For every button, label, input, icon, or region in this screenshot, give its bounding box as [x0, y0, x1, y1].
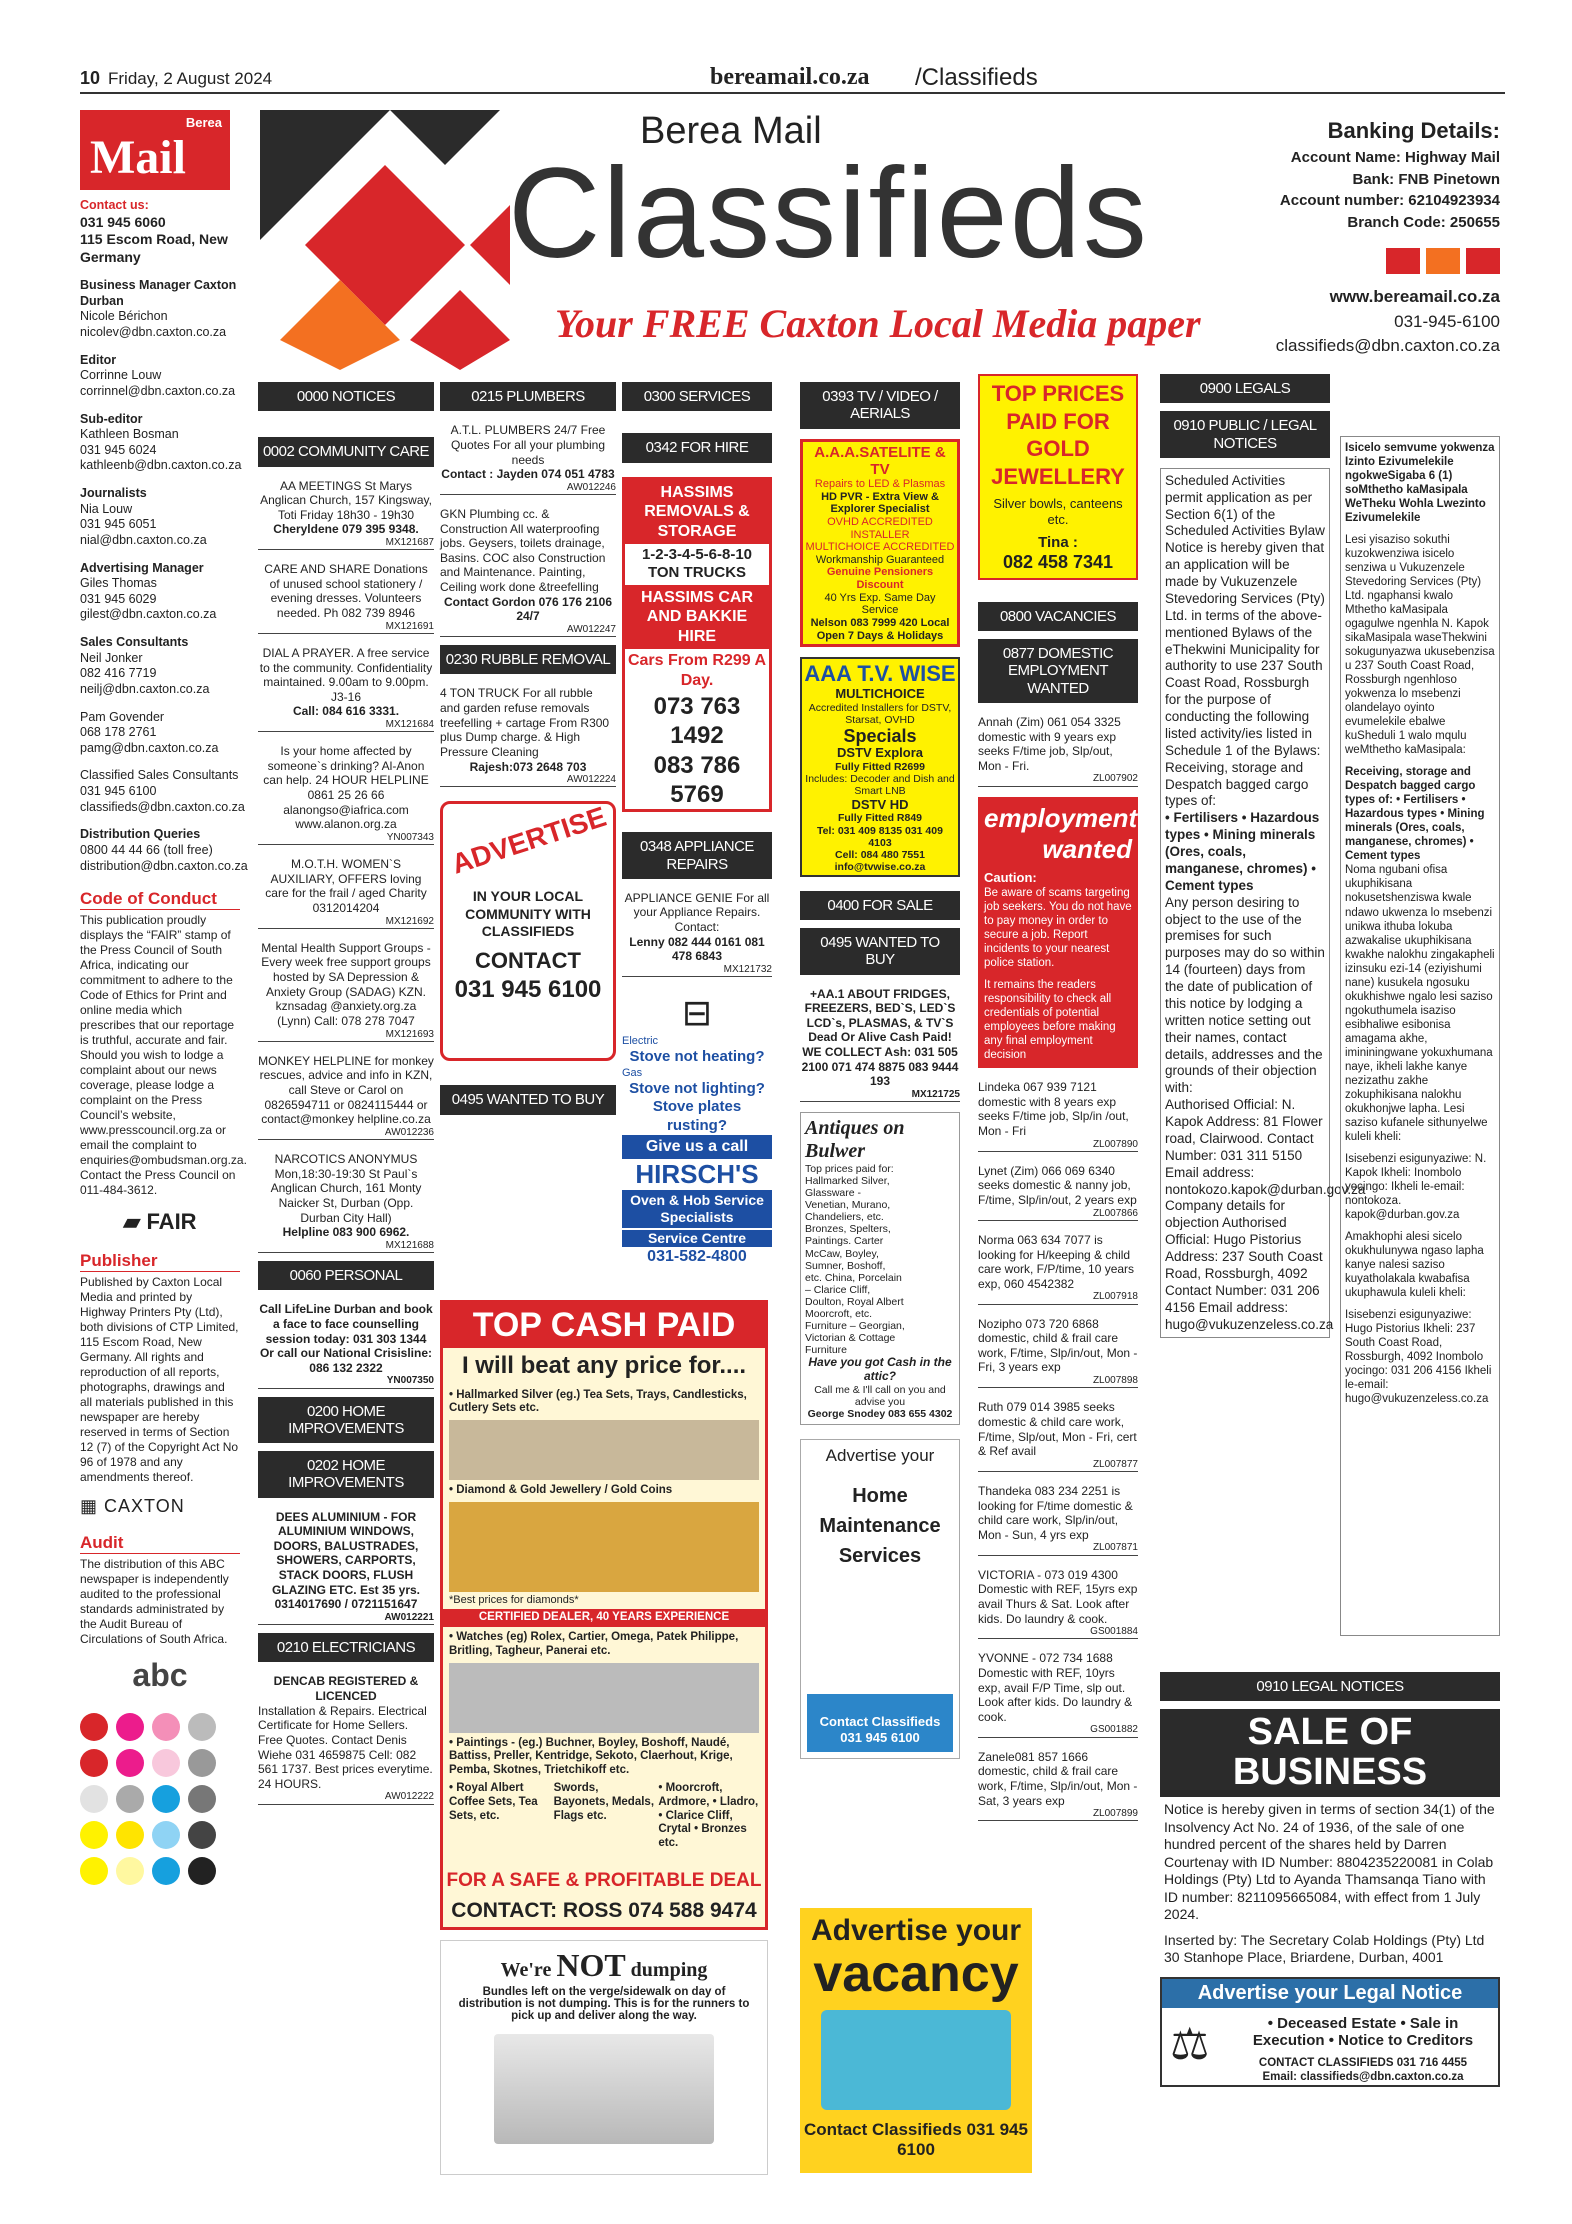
- classified-ad: DIAL A PRAYER. A free service to the community. Confidentiality maintained. 9.00am to 9.00pm. J3-16 Call: 084 616 3331. MX121684: [258, 646, 434, 732]
- classified-ad: DENCAB REGISTERED & LICENCED Installation & Repairs. Electrical Certificate for Home Sellers. Free Quotes. Contact Denis Wiehe 031 4659875 Cell: 082 561 1737. Best prices everytime. 24 HOURS. AW012222: [258, 1674, 434, 1804]
- silver-photo: [449, 1420, 759, 1480]
- classified-ad: Is your home affected by someone`s drinking? Al-Anon can help. 24 HOUR HELPLINE 0861 25 26 66 alanongso@iafrica.com www.alanon.org.za YN007343: [258, 744, 434, 845]
- classified-ad: Zanele081 857 1666 domestic, child & frail care work, F/time, Slp/in/out, Mon - Sat, 3 years exp ZL007899: [978, 1750, 1138, 1822]
- staff-email[interactable]: kathleenb@dbn.caxton.co.za: [80, 458, 242, 473]
- heading-home-improvements-2: 0202 HOME IMPROVEMENTS: [258, 1451, 434, 1498]
- banking-details: [1240, 115, 1500, 274]
- watches-photo: [449, 1663, 759, 1733]
- code-of-conduct-text: This publication proudly displays the “FAIR” stamp of the Press Council of South Africa, indicating our commitment to adhere to the Code of Ethics for Print and online media which prescribes that our reportage is truthful, accurate and fair. Should you wish to lodge a complaint about our news coverage, please lodge a complaint on the Press Council’s website, www.presscouncil.org.za or email the complaint to enquiries@ombudsman.org.za. Contact the Press Council on 011-484-3612.: [80, 913, 247, 1198]
- heading-legal-notices: 0910 LEGAL NOTICES: [1160, 1672, 1500, 1701]
- staff-email[interactable]: nial@dbn.caxton.co.za: [80, 532, 207, 547]
- free-tagline: Your FREE Caxton Local Media paper: [555, 301, 1201, 346]
- heading-wanted-to-buy-2: 0495 WANTED TO BUY: [800, 928, 960, 975]
- contact-heading: Contact us:: [80, 198, 149, 212]
- page-header-bar: [80, 62, 1505, 94]
- heading-for-sale: 0400 FOR SALE: [800, 891, 960, 920]
- classifieds-title: Classifieds: [508, 142, 1149, 285]
- abc-logo: abc: [132, 1656, 188, 1693]
- heading-vacancies: 0800 VACANCIES: [978, 602, 1138, 631]
- sale-of-business-title: SALE OF BUSINESS: [1160, 1709, 1500, 1797]
- gold-jewellery-ad: TOP PRICES PAID FOR GOLD JEWELLERY Silver bowls, canteens etc. Tina : 082 458 7341: [978, 374, 1138, 580]
- classified-ad: Mental Health Support Groups - Every week free support groups hosted by SA Depression & Anxiety Group (SADAG) KZN. kznsadag @anxiety.org.za (Lynn) Call: 078 278 7047 MX121693: [258, 941, 434, 1042]
- berea-mail-logo: Berea Mail: [80, 110, 230, 190]
- column-vacancies: [978, 374, 1138, 1825]
- advertise-phone: 031 945 6100: [454, 975, 602, 1003]
- email-link[interactable]: classifieds@dbn.caxton.co.za: [1275, 336, 1500, 356]
- aaa-tv-wise-ad: AAA T.V. WISE MULTICHOICE Accredited Installers for DSTV, Starsat, OVHD Specials DSTV Explora Fully Fitted R2699 Includes: Decoder and Dish and Smart LNB DSTV HD Fully Fitted R849 Tel: 031 409 8135 031 409 4103 Cell: 084 480 7551 info@tvwise.co.za: [800, 657, 960, 876]
- staff-email[interactable]: distribution@dbn.caxton.co.za: [80, 858, 248, 873]
- staff-role: Business Manager Caxton Durban: [80, 278, 237, 308]
- heading-tv-video-aerials: 0393 TV / VIDEO / AERIALS: [800, 382, 960, 429]
- publisher-heading: Publisher: [80, 1250, 240, 1272]
- classified-ad: 4 TON TRUCK For all rubble and garden refuse removals treefelling + cartage From R300 plus Dump charge. & High Pressure Cleaning Rajesh:073 2648 703 AW012224: [440, 686, 616, 787]
- site-url[interactable]: bereamail.co.za: [710, 64, 870, 90]
- page-number: 10: [80, 68, 101, 88]
- classified-ad: GKN Plumbing cc. & Construction All waterproofing jobs. Geysers, toilets drainage, Basins. COC also Construction and Maintenance. Painting, Ceiling work done &treefelling Contact Gordon 076 176 2106 24/7 AW012247: [440, 507, 616, 637]
- issue-date: Friday, 2 August 2024: [108, 69, 273, 88]
- audit-heading: Audit: [80, 1532, 240, 1554]
- sidebar: Berea Mail Contact us: 031 945 6060 115 Escom Road, New Germany Business Manager Caxton Durban Nicole Bérichon nicolev@dbn.caxton.co.za Editor Corrinne Louw corrinnel@dbn.caxton.co.za Sub-editor Kathleen Bosman 031 945 6024 kathleenb@dbn.caxton.co.za Journalists Nia Louw 031 945 6051 nial@dbn.caxton.co.za Advertising Manager Giles Thomas 031 945 6029 gilest@dbn.caxton.co.za Sales Consultants Neil Jonker 082 416 7719 neilj@dbn.caxton.co.za Pam Govender 068 178 2761 pamg@dbn.caxton.co.za Classified Sales Consultants 031 945 6100 classifieds@dbn.caxton.co.za Distribution Queries 0800 44 44 66 (toll free) distribution@dbn.caxton.co.za Code of Conduct This publication proudly displays the “FAIR” stamp of the Press Council of South Africa, indicating our commitment to adhere to the Code of Ethics for Print and online media which prescribes that our reportage is truthful, accurate and fair. Should you wish to lodge a complaint about our news coverage, please lodge a complaint on the Press Council’s website, www.presscouncil.org.za or email the complaint to enquiries@ombudsman.org.za. Contact the Press Council on 011-484-3612. ▰ FAIR Publisher Published by Caxton Local Media and printed by Highway Printers Pty (Ltd), both divisions of CTP Limited, 115 Escom Road, New Germany. All rights and reproduction of all reports, photographs, drawings and all materials published in this newspaper are hereby reserved in terms of Section 12 (7) of the Copyright Act No 96 of 1978 and any amendments thereof. ▦ CAXTON Audit The distribution of this ABC newspaper is independently audited to the professional standards administrated by the Audit Bureau of Circulations of South Africa. abc: [80, 110, 240, 1885]
- phone-number: 031-945-6100: [1394, 311, 1500, 331]
- staff-email[interactable]: neilj@dbn.caxton.co.za: [80, 681, 210, 696]
- audit-text: The distribution of this ABC newspaper is independently audited to the professional standards administrated by the Audit Bureau of Circulations of South Africa.: [80, 1556, 229, 1646]
- classified-ad: APPLIANCE GENIE For all your Appliance Repairs. Contact: Lenny 082 444 0161 081 478 6843 MX121732: [622, 891, 772, 977]
- classifieds-contact: [1230, 285, 1500, 359]
- hirschs-ad: ⊟ Electric Stove not heating? Gas Stove not lighting? Stove plates rusting? Give us a call HIRSCH'S Oven & Hob Service Specialists Service Centre 031-582-4800: [622, 991, 772, 1267]
- hassims-phone-2: 083 786 5769: [653, 751, 741, 809]
- scheduled-activities-notice: Scheduled Activities permit application as per Section 6(1) of the Scheduled Activities Bylaw Notice is hereby given that an application will be made by Vukuzenzele Stevedoring Services (Pty) Ltd. in terms of the above-mentioned Bylaws of the eThekwini Municipality for authority to use 237 South Coast Road, Rossburgh for the purpose of conducting the following listed activity/ies listed in Schedule 1 of the Bylaws: Receiving, storage and Despatch bagged cargo types of: • Fertilisers • Hazardous types • Mining minerals (Ores, coals, manganese, chromes) • Cement types Any person desiring to object to the use of the premises for such purposes may do so within 14 (fourteen) days from the date of publication of this notice by lodging a written notice setting out their names, contact details, addresses and the grounds of their objection with: Authorised Official: N. Kapok Address: 81 Flower road, Clairwood. Contact Number: 031 311 5150 Email address: nontokozo.kapok@durban.gov.za Company details for objection Authorised Official: Hugo Pistorius Address: 237 South Coast Road, Rossburgh, 4092 Contact Number: 031 206 4156 Email address: hugo@vukuzenzeless.co.za: [1160, 468, 1330, 1339]
- caxton-logo: ▦ CAXTON: [80, 1496, 185, 1517]
- oven-icon: ⊟: [681, 992, 713, 1034]
- home-maintenance-ad: Advertise your Home Maintenance Services Contact Classifieds 031 945 6100: [800, 1439, 960, 1759]
- heading-personal: 0060 PERSONAL: [258, 1261, 434, 1290]
- contact-address: 115 Escom Road, New Germany: [80, 231, 228, 265]
- heading-plumbers: 0215 PLUMBERS: [440, 382, 616, 411]
- publisher-text: Published by Caxton Local Media and printed by Highway Printers Pty (Ltd), both divisions of CTP Limited, 115 Escom Road, New Germany. All rights and reproduction of all reports, photographs, drawings and all materials published in this newspaper are hereby reserved in terms of Section 12 (7) of the Copyright Act No 96 of 1978 and any amendments thereof.: [80, 1275, 239, 1485]
- advertise-legal-notice-ad: Advertise your Legal Notice ⚖ • Deceased Estate • Sale in Execution • Notice to Creditors CONTACT CLASSIFIEDS 031 716 4455 Email: classifieds@dbn.caxton.co.za: [1160, 1977, 1500, 2087]
- column-plumbers: [440, 382, 616, 1115]
- paper-title: Berea Mail: [640, 110, 822, 152]
- classified-ad: DEES ALUMINIUM - FOR ALUMINIUM WINDOWS, DOORS, BALUSTRADES, SHOWERS, CARPORTS, STACK DOORS, FLUSH GLAZING ETC. Est 35 yrs. 0314017690 / 0721151647 AW012221: [258, 1510, 434, 1626]
- hassims-phone-1: 073 763 1492: [653, 693, 741, 750]
- heading-legals: 0900 LEGALS: [1160, 374, 1330, 403]
- classified-ad: NARCOTICS ANONYMUS Mon,18:30-19:30 St Paul`s Anglican Church, 161 Monty Naicker St, Durban (Opp. Durban City Hall) Helpline 083 900 6962. MX121688: [258, 1152, 434, 1253]
- top-cash-paid-ad: TOP CASH PAID I will beat any price for.... • Hallmarked Silver (eg.) Tea Sets, Trays, Candlesticks, Cutlery Sets etc. • Diamond & Gold Jewellery / Gold Coins *Best prices for diamonds* CERTIFIED DEALER, 40 YEARS EXPERIENCE • Watches (eg) Rolex, Cartier, Omega, Patek Philippe, Britling, Tagheur, Panerai etc. • Paintings - (eg.) Buchner, Boyley, Boshoff, Naudé, Battiss, Preller, Kentridge, Sekoto, Claerhout, Krige, Pemba, Skotnes, Trietchikoff etc. • Royal Albert Coffee Sets, Tea Sets, etc. Swords, Bayonets, Medals, Flags etc. • Moorcroft, Ardmore, • Lladro, • Clarice Cliff, Crytal • Bronzes etc. FOR A SAFE & PROFITABLE DEAL CONTACT: ROSS 074 588 9474: [440, 1300, 768, 1930]
- website-link[interactable]: www.bereamail.co.za: [1329, 287, 1500, 306]
- advertise-vacancy-ad: Advertise your vacancy Contact Classifieds 031 945 6100: [800, 1908, 1032, 2173]
- classifieds-logo-graphic: [260, 110, 510, 370]
- classified-ad: YVONNE - 072 734 1688 Domestic with REF, 10yrs exp, avail F/P Time, slp out. Look after kids. Do laundry & cook. GS001882: [978, 1651, 1138, 1737]
- chairs-illustration: [821, 2010, 1011, 2110]
- classified-ad: Lindeka 067 939 7121 domestic with 8 years exp seeks F/time job, Slp/in /out, Mon - Fri ZL007890: [978, 1080, 1138, 1152]
- hirschs-phone: 031-582-4800: [647, 1248, 747, 1266]
- classified-ad: AA MEETINGS St Marys Anglican Church, 157 Kingsway, Toti Friday 18h30 - 19h30 Cheryldene 079 395 9348. MX121687: [258, 479, 434, 551]
- classified-ad: Norma 063 634 7077 is looking for H/keeping & child care work, F/P/time, 10 years exp, 060 4542382 ZL007918: [978, 1233, 1138, 1305]
- heading-appliance-repairs: 0348 APPLIANCE REPAIRS: [622, 832, 772, 879]
- classified-ad: Lynet (Zim) 066 069 6340 seeks domestic & nanny job, F/time, Slp/in/out, 2 years exp ZL007866: [978, 1164, 1138, 1221]
- zulu-notice: Isicelo semvume yokwenza Izinto Ezivumelekile ngokweSigaba 6 (1) soMthetho kaMasipala WeTheku Wohla Lwezinto Ezivumelekile Lesi yisaziso sokuthi kuzokwenziwa isicelo senziwa u Vukuzenzele Stevedoring Services (Pty) Ltd. ngaphansi kwalo Mthetho kaMasipala ogagulwe ngenhla N. Kapok sikaMasipala waseThekwini sokugunyazwa ukusebenzisa u 237 South Coast Road, Rossburgh ngenhloso yokwenza lo msebenzi olandelayo oyinto evumelekile ebalwe kuSheduli 1 walo mqulu weMthetho kaMasipala: Receiving, storage and Despatch bagged cargo types of: • Fertilisers • Hazardous types • Mining minerals (Ores, coals, manganese, chromes) • Cement types Noma ngubani ofisa ukuphikisana nokusetshenziswa kwale ndawo ukwenza lo msebenzi unikwa ithuba lokuba azwakalise ukuphikisana kwakhe nalokhu zingakapheli izinsuku ezi-14 (eziyishumi nane) kusukela ngosuku okukhishwe ngalo lesi saziso ngokuthumela isaziso esibhaliwe esibonisa amagama akhe, imininingwane yokuxhumana naye, ikheli lakhe kanye nezizathu zakhe zokuphikisana nalokhu okukhonjwe lapha. Lesi saziso kufanele sithunyelwe kuleli kheli: Isisebenzi esigunyaziwe: N. Kapok Ikheli: Inombolo yocingo: Ikheli le-email: nontokoza. kapok@durban.gov.za Amakhophi alesi sicelo okukhulunywa ngaso lapha kanye nalesi saziso kuyatholakala kwabafisa ukuphawula kuleli kheli: Isisebenzi esigunyaziwe: Hugo Pistorius Ikheli: 237 South Coast Road, Rossburgh, 4092 Inombolo yocingo: 031 206 4156 Ikheli le-email: hugo@vukuzenzeless.co.za: [1340, 436, 1500, 1636]
- code-of-conduct-heading: Code of Conduct: [80, 888, 240, 910]
- classified-ad: Annah (Zim) 061 054 3325 domestic with 9 years exp seeks F/time job, Slp/out, Mon - Fri. ZL007902: [978, 715, 1138, 787]
- classified-ad: A.T.L. PLUMBERS 24/7 Free Quotes For all your plumbing needs Contact : Jayden 074 051 4783 AW012246: [440, 423, 616, 495]
- heading-community-care: 0002 COMMUNITY CARE: [258, 437, 434, 466]
- column-services: [622, 382, 772, 1267]
- classified-ad: Nozipho 073 720 6868 domestic, child & frail care work, F/time, Slp/in/out, Mon - Fri, 3 years exp ZL007898: [978, 1317, 1138, 1389]
- advertise-stamp: ADVERTISE: [447, 800, 610, 880]
- classified-ad: Call LifeLine Durban and book a face to face counselling session today: 031 303 1344 Or call our National Crisisline: 086 132 2322 YN007350: [258, 1302, 434, 1388]
- gavel-icon: ⚖: [1170, 2019, 1210, 2069]
- bank-name: Bank: FNB Pinetown: [1352, 170, 1500, 188]
- legal-notices-wide: [1160, 1672, 1500, 2087]
- classified-ad: VICTORIA - 073 019 4300 Domestic with REF, 15yrs exp avail Thurs & Sat. Look after kids. Do laundry & cook. GS001884: [978, 1568, 1138, 1640]
- gold-jewellery-photo: [449, 1502, 759, 1592]
- classified-ad: M.O.T.H. WOMEN`S AUXILIARY, OFFERS loving care for the frail / aged Charity 0312014204 MX121692: [258, 857, 434, 929]
- aaa-satelite-ad: A.A.A.SATELITE & TV Repairs to LED & Plasmas HD PVR - Extra View & Explorer Specialist OVHD ACCREDITED INSTALLER MULTICHOICE ACCREDITED Workmanship Guaranteed Genuine Pensioners Discount 40 Yrs Exp. Same Day Service Nelson 083 7999 420 Local Open 7 Days & Holidays: [800, 439, 960, 648]
- brand-squares: [1240, 248, 1500, 274]
- section-name: /Classifieds: [915, 64, 1038, 91]
- column-legals: [1160, 374, 1366, 1338]
- staff-email[interactable]: gilest@dbn.caxton.co.za: [80, 607, 217, 622]
- staff-email[interactable]: corrinnel@dbn.caxton.co.za: [80, 383, 236, 398]
- classified-ad: Ruth 079 014 3985 seeks domestic & child care work, F/time, Slp/out, Mon - Fri, cert & Ref avail ZL007877: [978, 1400, 1138, 1472]
- account-name: Account Name: Highway Mail: [1290, 148, 1500, 166]
- heading-home-improvements: 0200 HOME IMPROVEMENTS: [258, 1397, 434, 1444]
- press-council-fair-logo: ▰ FAIR: [123, 1209, 197, 1235]
- staff-email[interactable]: classifieds@dbn.caxton.co.za: [80, 799, 245, 814]
- classified-ad: MONKEY HELPLINE for monkey rescues, advice and info in KZN, call Steve or Carol on 0826594711 or 0824115444 or contact@monkey helpline.co.za AW012236: [258, 1054, 434, 1140]
- sale-of-business-inserted-by: Inserted by: The Secretary Colab Holdings (Pty) Ltd 30 Stanhope Place, Briardene, Durban, 4001: [1164, 1931, 1485, 1966]
- classified-ad: Thandeka 083 234 2251 is looking for F/time domestic & child care work, Slp/in/out, Mon - Sun, 4 yrs exp ZL007871: [978, 1484, 1138, 1556]
- heading-notices: 0000 NOTICES: [258, 382, 434, 411]
- heading-for-hire: 0342 FOR HIRE: [622, 433, 772, 462]
- color-registration-swatches: [80, 1713, 240, 1885]
- branch-code: Branch Code: 250655: [1347, 214, 1500, 232]
- employment-wanted-caution: employment wanted Caution: Be aware of scams targeting job seekers. You do not have to pay money in order to secure a job. Report incidents to your nearest police station. It remains the readers responsibility to check all credentials of potential employees before making any final employment decision: [978, 797, 1138, 1068]
- heading-rubble-removal: 0230 RUBBLE REMOVAL: [440, 645, 616, 674]
- contact-phone: 031 945 6060: [80, 213, 166, 230]
- banking-title: Banking Details:: [1327, 118, 1500, 143]
- gold-contact-phone: 082 458 7341: [1002, 552, 1114, 573]
- heading-electricians: 0210 ELECTRICIANS: [258, 1633, 434, 1662]
- not-dumping-notice: We're NOT dumping Bundles left on the verge/sidewalk on day of distribution is not dumping. This is for the runners to pick up and deliver along the way.: [440, 1940, 768, 2175]
- classified-ad: +AA.1 ABOUT FRIDGES, FREEZERS, BED`S, LED`S LCD`s, PLASMAS, & TV`S Dead Or Alive Cash Paid! WE COLLECT Ash: 031 505 2100 071 474 8875 083 9444 193 MX121725: [800, 987, 960, 1103]
- antiques-ad: Antiques on Bulwer Top prices paid for: Hallmarked Silver, Glassware - Venetian, Murano, Chandeliers, etc. Bronzes, Spelters, Paintings. Carter McCaw, Boyley, Sumner, Boshoff, etc. China, Porcelain – Clarice Cliff, Doulton, Royal Albert Moorcroft, etc. Furniture – Georgian, Victorian & Cottage Furniture Have you got Cash in the attic? Call me & I'll call on you and advise you George Snodey 083 655 4302: [800, 1112, 960, 1425]
- heading-wanted-to-buy: 0495 WANTED TO BUY: [440, 1085, 616, 1114]
- column-tv-video: [800, 382, 960, 1759]
- classified-ad: CARE AND SHARE Donations of unused school stationery / evening dresses. Volunteers needed. Ph 082 739 8946 MX121691: [258, 562, 434, 634]
- sale-of-business-text: Notice is hereby given in terms of section 34(1) of the Insolvency Act No. 24 of 1936, of the sale of one hundred percent of the shares held by Darren Courtenay with ID Number: 8804235220081 in Colab Holdings (Pty) Ltd to Ayanda Thamsanqa Tiano with ID number: 8211095665084, with effect from 1 July 2024.: [1164, 1801, 1495, 1923]
- advertise-box: ADVERTISE IN YOUR LOCAL COMMUNITY WITH CLASSIFIEDS CONTACT 031 945 6100: [440, 801, 616, 1061]
- newspaper-bundle-photo: [494, 2034, 714, 2144]
- column-notices: [258, 382, 434, 1809]
- hassims-ad: HASSIMS REMOVALS & STORAGE 1-2-3-4-5-6-8-10 TON TRUCKS HASSIMS CAR AND BAKKIE HIRE Cars From R299 A Day. 073 763 1492 083 786 5769: [622, 477, 772, 813]
- heading-domestic-employment: 0877 DOMESTIC EMPLOYMENT WANTED: [978, 639, 1138, 703]
- heading-services: 0300 SERVICES: [622, 382, 772, 411]
- heading-public-legal-notices: 0910 PUBLIC / LEGAL NOTICES: [1160, 411, 1330, 458]
- account-number: Account number: 62104923934: [1279, 192, 1500, 210]
- staff-email[interactable]: nicolev@dbn.caxton.co.za: [80, 325, 227, 339]
- cash-contact-phone: CONTACT: ROSS 074 588 9474: [451, 1898, 757, 1922]
- staff-email[interactable]: pamg@dbn.caxton.co.za: [80, 740, 219, 755]
